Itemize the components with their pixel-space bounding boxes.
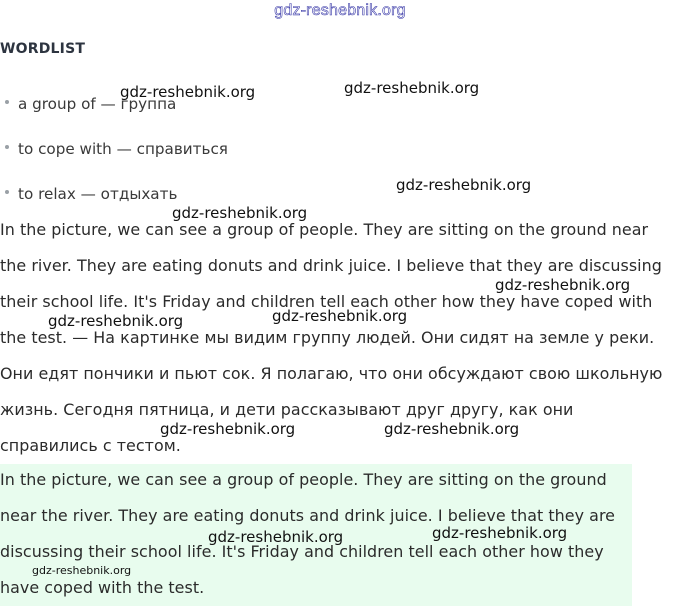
wordlist-item <box>18 140 228 158</box>
bullet-icon <box>5 190 9 194</box>
bullet-icon <box>5 145 9 149</box>
watermark-text: gdz-reshebnik.org <box>172 204 308 222</box>
watermark-text: gdz-reshebnik.org <box>272 307 408 325</box>
wordlist-item-text: a group of — группа <box>18 95 177 113</box>
watermark-text: gdz-reshebnik.org <box>495 276 631 294</box>
wordlist-item-text: to cope with — справиться <box>18 140 228 158</box>
wordlist-heading: WORDLIST <box>0 41 86 57</box>
watermark-text: gdz-reshebnik.org <box>384 420 520 438</box>
wordlist-item <box>18 185 177 203</box>
watermark-text: gdz-reshebnik.org <box>208 528 344 546</box>
wordlist-item-text: to relax — отдыхать <box>18 185 178 203</box>
watermark-text: gdz-reshebnik.org <box>160 420 296 438</box>
header-watermark: gdz-reshebnik.org <box>274 2 406 19</box>
example-paragraph: In the picture, we can see a group of people. They are sitting on the ground near the river. They are eating donuts and drink juice. I believe that they are discussing their school life. It's Friday and children tell each other how they have coped with the test. — На картинке мы видим группу людей. Они сидят на земле у реки. Они едят пончики и пьют сок. Я полагаю, что они обсуждают свою школьную жизнь. Сегодня пятница, и дети рассказывают друг другу, как они справились с тестом. <box>0 220 663 455</box>
watermark-text: gdz-reshebnik.org <box>32 564 132 577</box>
watermark-text: gdz-reshebnik.org <box>344 79 480 97</box>
watermark-text: gdz-reshebnik.org <box>396 176 532 194</box>
bullet-icon <box>5 100 9 104</box>
answer-paragraph: In the picture, we can see a group of people. They are sitting on the ground near the river. They are eating donuts and drink juice. I believe that they are discussing their school life. It's Friday and children tell each other how they have coped with the test. <box>0 470 616 597</box>
watermark-text: gdz-reshebnik.org <box>432 524 568 542</box>
watermark-text: gdz-reshebnik.org <box>120 83 256 101</box>
watermark-text: gdz-reshebnik.org <box>48 312 184 330</box>
